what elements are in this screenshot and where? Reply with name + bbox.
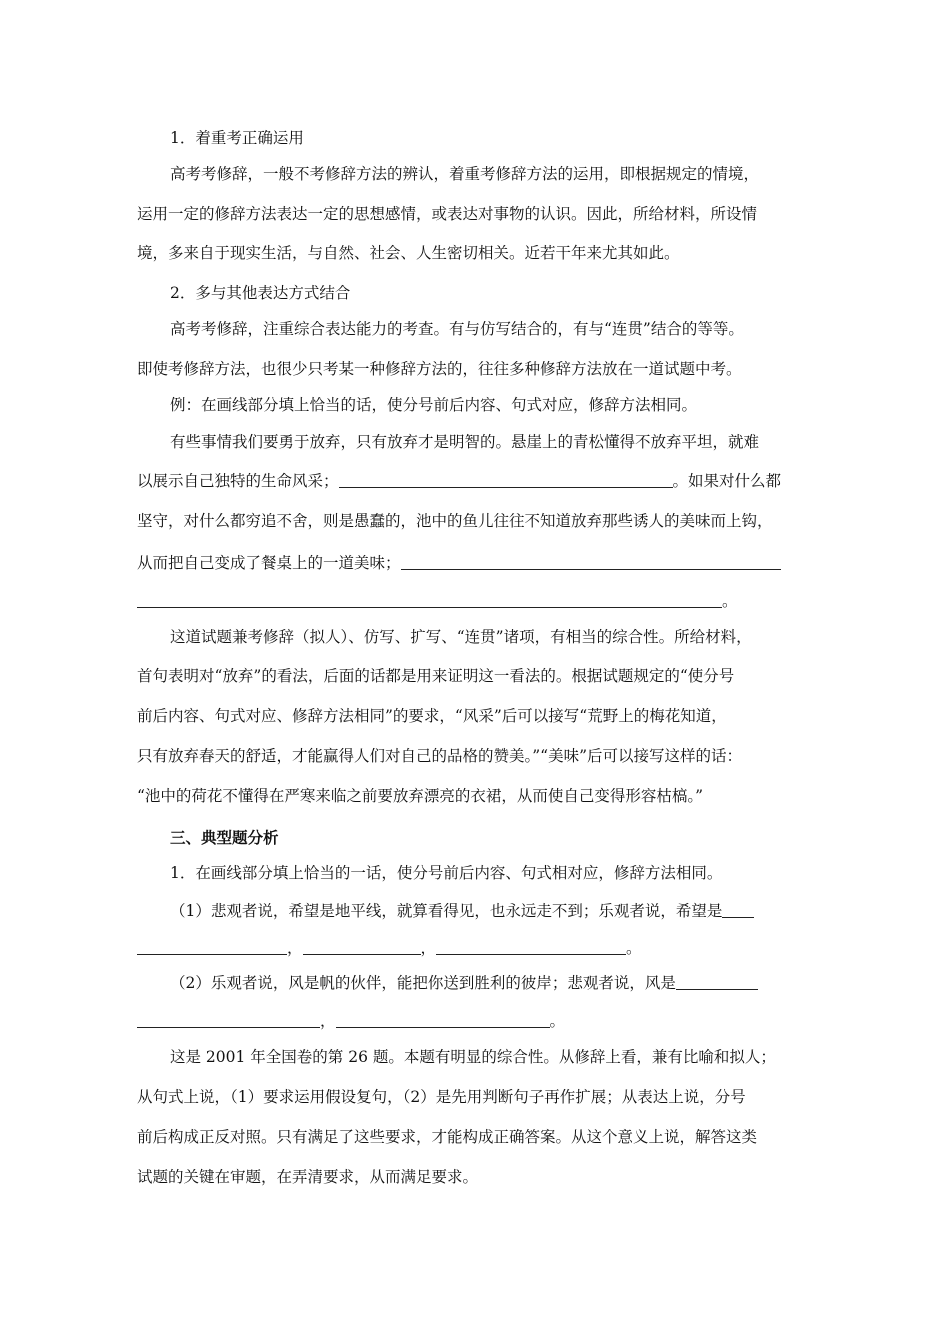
paragraph-line: 只有放弃春天的舒适，才能赢得人们对自己的品格的赞美。”“美味”后可以接写这样的话： (137, 747, 743, 765)
line-text: 从而把自己变成了餐桌上的一道美味； (137, 554, 401, 572)
paragraph-line (137, 590, 827, 612)
paragraph-line: 即使考修辞方法，也很少只考某一种修辞方法的，往往多种修辞方法放在一道试题中考。 (137, 360, 742, 378)
paragraph-line: 前后构成正反对照。只有满足了这些要求，才能构成正确答案。从这个意义上说，解答这类 (137, 1128, 758, 1146)
section-heading: 三、典型题分析 (170, 828, 279, 847)
paragraph-line: 这是 2001 年全国卷的第 26 题。本题有明显的综合性。从修辞上看，兼有比喻和拟人； (170, 1048, 776, 1066)
answer-blank[interactable] (722, 902, 754, 918)
paragraph-line: 运用一定的修辞方法表达一定的思想感情，或表达对事物的认识。因此，所给材料，所设情 (137, 205, 758, 223)
period: 。 (549, 1012, 566, 1030)
paragraph-line (137, 470, 827, 492)
paragraph-line: 坚守，对什么都穷追不舍，则是愚蠢的，池中的鱼儿往往不知道放弃那些诱人的美味而上钩， (137, 512, 773, 530)
question-line: 1．在画线部分填上恰当的一话，使分号前后内容、句式相对应，修辞方法相同。 (170, 864, 723, 882)
period: 。 (626, 939, 642, 957)
paragraph-line: 试题的关键在审题，在弄清要求，从而满足要求。 (137, 1168, 479, 1186)
comma: ， (287, 939, 303, 957)
answer-blank[interactable] (676, 974, 758, 990)
paragraph-line (137, 552, 827, 574)
paragraph-line: “池中的荷花不懂得在严寒来临之前要放弃漂亮的衣裙，从而使自己变得形容枯槁。” (137, 787, 704, 805)
paragraph-line: 这道试题兼考修辞（拟人）、仿写、扩写、“连贯”诸项，有相当的综合性。所给材料， (170, 628, 752, 646)
question-line (170, 900, 860, 922)
paragraph-line: 前后内容、句式对应、修辞方法相同”的要求，“风采”后可以接写“荒野上的梅花知道， (137, 707, 727, 725)
answer-blank[interactable] (137, 1012, 320, 1028)
answer-line (137, 937, 827, 959)
paragraph-line: 高考考修辞，注重综合表达能力的考查。有与仿写结合的，有与“连贯”结合的等等。 (170, 320, 744, 338)
subheading-2: 2．多与其他表达方式结合 (170, 284, 351, 302)
answer-blank[interactable] (339, 472, 673, 488)
answer-blank[interactable] (336, 1012, 550, 1028)
example-line: 例：在画线部分填上恰当的话，使分号前后内容、句式对应，修辞方法相同。 (170, 396, 698, 414)
answer-blank[interactable] (436, 939, 626, 955)
comma: ， (420, 939, 437, 957)
line-text: 以展示自己独特的生命风采； (137, 472, 339, 490)
comma: ， (320, 1012, 336, 1030)
paragraph-line: 有些事情我们要勇于放弃，只有放弃才是明智的。悬崖上的青松懂得不放弃平坦，就难 (170, 433, 760, 451)
line-text: 。 (722, 592, 738, 610)
answer-blank[interactable] (401, 554, 781, 570)
question-line (170, 972, 860, 994)
line-text: （1）悲观者说，希望是地平线，就算看得见，也永远走不到；乐观者说，希望是 (170, 902, 723, 920)
paragraph-line: 首句表明对“放弃”的看法，后面的话都是用来证明这一看法的。根据试题规定的“使分号 (137, 667, 735, 685)
paragraph-line: 高考考修辞，一般不考修辞方法的辨认，着重考修辞方法的运用，即根据规定的情境， (170, 165, 760, 183)
answer-blank[interactable] (137, 939, 287, 955)
subheading-1: 1．着重考正确运用 (170, 129, 304, 147)
answer-line (137, 1010, 827, 1032)
line-text: （2）乐观者说，风是帆的伙伴，能把你送到胜利的彼岸；悲观者说，风是 (170, 974, 676, 992)
paragraph-line: 境，多来自于现实生活，与自然、社会、人生密切相关。近若干年来尤其如此。 (137, 244, 680, 262)
line-text: 。如果对什么都 (672, 472, 782, 490)
answer-blank[interactable] (137, 592, 722, 608)
answer-blank[interactable] (303, 939, 421, 955)
paragraph-line: 从句式上说，（1）要求运用假设复句，（2）是先用判断句子再作扩展；从表达上说，分号 (137, 1088, 746, 1106)
